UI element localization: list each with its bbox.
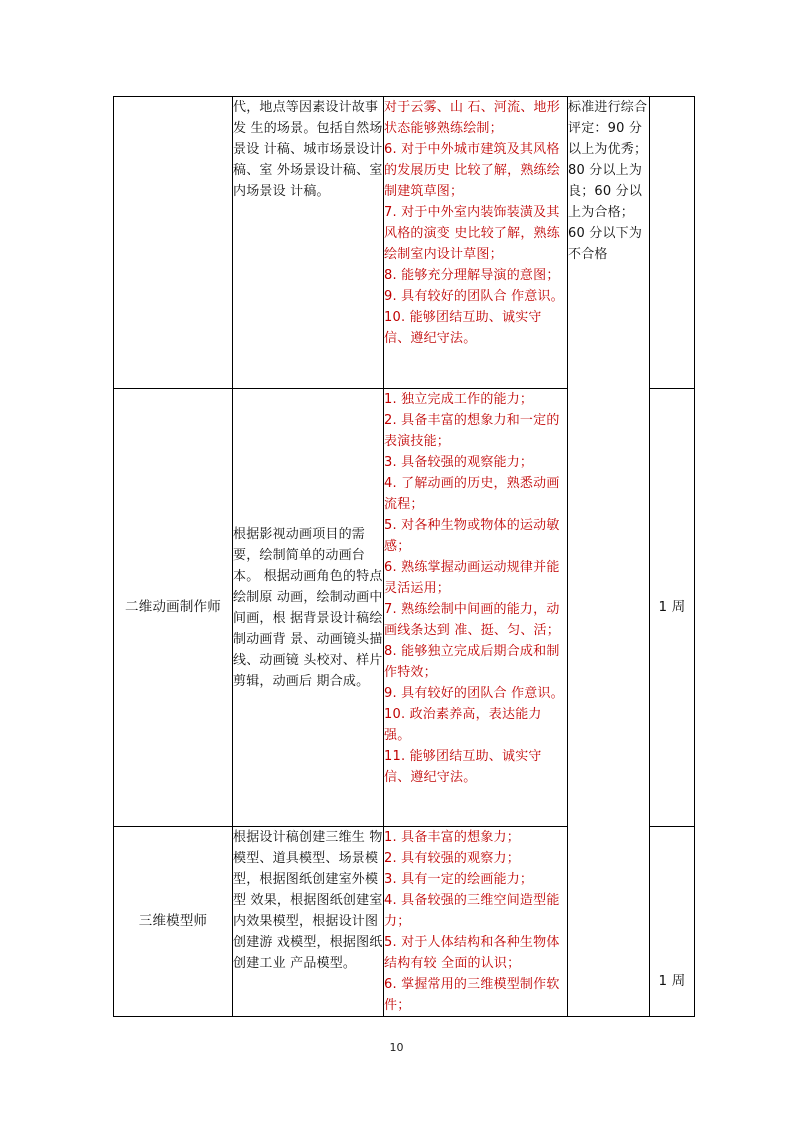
requirement-item: 8. 能够独立完成后期合成和制作特效； (384, 644, 560, 680)
requirement-item: 5. 对各种生物或物体的运动敏感； (384, 518, 560, 554)
role-cell: 三维模型师 (114, 827, 233, 1017)
requirements-cell (384, 97, 568, 389)
table-row (114, 97, 695, 389)
duration-cell: 1 周 (650, 389, 695, 827)
requirement-item: 5. 对于人体结构和各种生物体结构有较 全面的认识； (384, 935, 560, 971)
requirement-item: 对于云雾、山 石、河流、地形状态能够熟练绘制； (384, 100, 560, 136)
duration-cell (650, 97, 695, 389)
role-cell: 二维动画制作师 (114, 389, 233, 827)
description-cell (233, 389, 384, 827)
requirement-item: 3. 具备较强的观察能力； (384, 455, 534, 470)
requirement-item: 8. 能够充分理解导演的意图； (384, 268, 560, 283)
description-cell (233, 827, 384, 1017)
evaluation-text: 标准进行综合评定：90 分以上为优秀；80 分以上为良；60 分以上为合格；60 分以下为不合格 (568, 100, 648, 262)
requirement-item: 3. 具有一定的绘画能力； (384, 872, 534, 887)
requirement-item: 9. 具有较好的团队合 作意识。 (384, 686, 564, 701)
requirement-item: 7. 对于中外室内装饰装潢及其风格的演变 史比较了解，熟练绘制室内设计草图； (384, 205, 560, 262)
evaluation-cell (568, 97, 650, 1017)
description-text: 代，地点等因素设计故事发 生的场景。包括自然场景设 计稿、城市场景设计稿、室 外场景设计稿、室内场景设 计稿。 (233, 100, 383, 199)
requirement-item: 4. 具备较强的三维空间造型能力； (384, 893, 560, 929)
description-cell (233, 97, 384, 389)
requirement-item: 2. 具有较强的观察力； (384, 851, 520, 866)
requirement-item: 7. 熟练绘制中间画的能力，动画线条达到 准、挺、匀、活； (384, 602, 560, 638)
training-table (113, 96, 695, 1017)
requirement-item: 9. 具有较好的团队合 作意识。 (384, 289, 564, 304)
requirement-item: 4. 了解动画的历史，熟悉动画流程； (384, 476, 560, 512)
duration-cell: 1 周 (650, 827, 695, 1017)
description-text: 根据影视动画项目的需 要，绘制简单的动画台本。 根据动画角色的特点绘制原 动画，绘制动画中间画，根 据背景设计稿绘制动画背 景、动画镜头描线、动画镜 头校对、样片剪辑，动画后 期合成。 (233, 526, 383, 689)
description-text: 根据设计稿创建三维生 物模型、道具模型、场景模 型，根据图纸创建室外模型 效果，根据图纸创建室内效果模型，根据设计图创建游 戏模型，根据图纸创建工业 产品模型。 (233, 830, 383, 971)
role-cell (114, 97, 233, 389)
requirement-item: 11. 能够团结互助、诚实守信、遵纪守法。 (384, 749, 542, 785)
requirement-item: 6. 对于中外城市建筑及其风格的发展历史 比较了解，熟练绘制建筑草图； (384, 142, 560, 199)
requirement-item: 2. 具备丰富的想象力和一定的表演技能； (384, 413, 560, 449)
requirements-cell (384, 827, 568, 1017)
requirement-item: 6. 掌握常用的三维模型制作软件； (384, 977, 560, 1013)
requirement-item: 10. 能够团结互助、诚实守信、遵纪守法。 (384, 310, 542, 346)
requirement-item: 1. 独立完成工作的能力； (384, 392, 534, 407)
requirement-item: 10. 政治素养高，表达能力强。 (384, 707, 542, 743)
requirement-item: 1. 具备丰富的想象力； (384, 830, 520, 845)
requirements-cell (384, 389, 568, 827)
page-number: 10 (389, 1041, 404, 1054)
requirement-item: 6. 熟练掌握动画运动规律并能灵活运用； (384, 560, 560, 596)
